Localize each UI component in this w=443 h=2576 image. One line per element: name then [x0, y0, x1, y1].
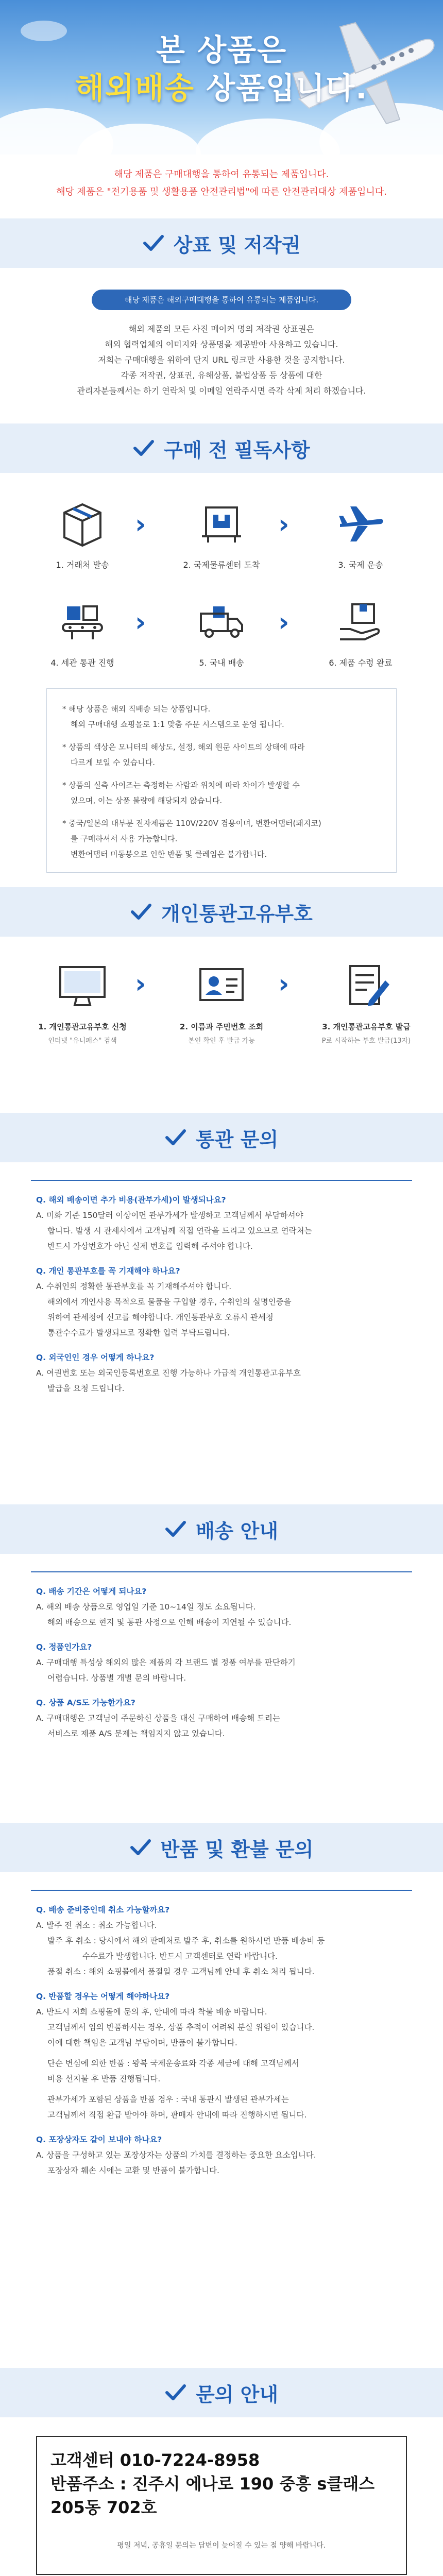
customs-faq-list	[36, 1183, 407, 1396]
faq-question: Q. 외국인인 경우 어떻게 하나요?	[36, 1353, 155, 1362]
copyright-line: 해외 제품의 모든 사진 메이커 명의 저작권 상표권은	[128, 324, 315, 334]
faq-answer: A. 해외 배송 상품으로 영업일 기준 10~14일 정도 소요됩니다. 해외 배송으로 현지 및 통관 사정으로 인해 배송이 지연될 수 있습니다.	[36, 1602, 292, 1627]
step-domestic	[170, 592, 273, 668]
check-icon	[165, 1127, 186, 1148]
section-title: 개인통관고유부호	[161, 902, 313, 925]
copyright-line: 저희는 구매대행을 위하여 단지 URL 링크만 사용한 것을 공지합니다.	[98, 355, 345, 365]
contact-box	[36, 2436, 407, 2575]
step-label: 6. 제품 수령 완료	[329, 658, 393, 668]
customs-step-title: 2. 이름과 주민번호 조회	[179, 1022, 264, 1031]
hero-title	[0, 31, 443, 107]
step-label: 3. 국제 운송	[338, 560, 383, 570]
airplane-icon	[332, 495, 389, 551]
customs-step-lookup	[160, 957, 283, 1045]
copyright-line: 관리자분들께서는 하기 연락처 및 이메일 연락주시면 즉각 삭제 처리 하겠습니다.	[77, 386, 366, 396]
faq-question: Q. 개인 통관부호를 꼭 기재해야 하나요?	[36, 1266, 180, 1276]
section-title: 배송 안내	[195, 1519, 279, 1543]
faq-question: Q. 배송 준비중인데 취소 가능할까요?	[36, 1905, 170, 1914]
chevron-right-icon: ›	[135, 607, 146, 638]
chevron-right-icon: ›	[278, 509, 289, 540]
document-pen-icon	[338, 957, 395, 1014]
faq-question: Q. 배송 기간은 어떻게 되나요?	[36, 1587, 147, 1596]
step-label: 4. 세관 통관 진행	[50, 658, 114, 668]
step-international	[309, 495, 412, 570]
copyright-pill: 해당 제품은 해외구매대행을 통하여 유통되는 제품입니다.	[92, 290, 351, 310]
divider	[31, 1890, 412, 1891]
note-item: * 중국/일본의 대부분 전자제품은 110V/220V 겸용이며, 변환어댑터(돼지코) 를 구매하셔서 사용 가능합니다. 변환어댑터 미동봉으로 인한 반품 및 클레임은 불가합니다.	[62, 819, 321, 859]
section-title: 반품 및 환불 문의	[160, 1838, 314, 1861]
step-dispatch	[31, 495, 134, 570]
faq-answer: A. 수취인의 정확한 통관부호를 꼭 기재해주셔야 합니다. 해외에서 개인사용 목적으로 물품을 구입할 경우, 수취인의 실명인증을 위하여 관세청에 신고를 해야합니다. 개인통관부호 오류시 관세청 통관수수료가 발생되므로 정확한 입력 부탁드립니다.	[36, 1282, 292, 1337]
step-label: 1. 거래처 발송	[56, 560, 109, 570]
section-return-header	[0, 1823, 443, 1872]
check-icon	[133, 437, 155, 459]
box-icon	[54, 495, 111, 551]
section-contact-header	[0, 2368, 443, 2417]
divider	[31, 1571, 412, 1572]
faq-question: Q. 반품할 경우는 어떻게 해야하나요?	[36, 1992, 170, 2001]
notice-text	[0, 164, 443, 201]
copyright-line: 해외 협력업체의 이미지와 상품명을 제공받아 사용하고 있습니다.	[105, 340, 338, 349]
chevron-right-icon: ›	[278, 607, 289, 638]
check-icon	[165, 1518, 186, 1540]
check-icon	[143, 232, 164, 254]
section-customs-code-header	[0, 887, 443, 937]
faq-question: Q. 포장상자도 같이 보내야 하나요?	[36, 2135, 162, 2144]
faq-answer: A. 반드시 저희 쇼핑몰에 문의 후, 안내에 따라 착불 배송 바랍니다. 고객님께서 임의 반품하시는 경우, 상품 추적이 어려워 분실 위험이 있습니다. 이에 대한 책임은 고객님 부담이며, 반품이 불가합니다. 단순 변심에 의한 반품 : 왕복 국제운송료와 각종 세금에 대해 고객님께서 비용 선지불 후 반품 진행됩니다. 관부가세가 포함된 상품을 반품 경우 : 국내 통관시 발생된 관부가세는 고객님께서 직접 환급 받아야 하며, 판매자 안내에 따라 진행하시면 됩니다.	[36, 2007, 315, 2120]
copyright-line: 각종 저작권, 상표권, 유해상품, 불법상품 등 상품에 대한	[121, 370, 322, 380]
notice-line1: 해당 제품은 구매대행을 통하여 유통되는 제품입니다.	[114, 169, 329, 180]
step-logistics	[170, 495, 273, 570]
contact-address-detail: 205동 702호	[50, 2498, 157, 2517]
hero-highlight: 해외배송	[75, 71, 195, 106]
step-customs	[31, 592, 134, 668]
faq-question: Q. 상품 A/S도 가능한가요?	[36, 1698, 135, 1707]
person-card-icon	[193, 957, 250, 1014]
warehouse-icon	[193, 495, 250, 551]
section-shipping-header	[0, 1504, 443, 1554]
check-icon	[165, 2382, 186, 2403]
section-title: 구매 전 필독사항	[164, 438, 310, 462]
hero-line2-rest: 상품입니다.	[194, 71, 368, 106]
section-title: 상표 및 저작권	[173, 233, 301, 257]
chevron-right-icon: ›	[278, 969, 289, 999]
faq-answer: A. 구매대행 특성상 해외의 많은 제품의 각 브랜드 별 정품 여부를 판단하기 어렵습니다. 상품별 개별 문의 바랍니다.	[36, 1658, 296, 1683]
customs-step-sub: P로 시작하는 부호 발급(13자)	[321, 1037, 411, 1045]
section-copyright-header	[0, 218, 443, 268]
faq-answer: A. 구매대행은 고객님이 주문하신 상품을 대신 구매하여 배송해 드리는 서비스로 제품 A/S 문제는 책임지지 않고 있습니다.	[36, 1714, 280, 1738]
customs-step-sub: 본인 확인 후 발급 가능	[188, 1037, 255, 1045]
customs-step-sub: 인터넷 "유니패스" 검색	[48, 1037, 117, 1045]
faq-answer: A. 상품을 구성하고 있는 포장상자는 상품의 가치를 결정하는 중요한 요소입니다. 포장상자 훼손 시에는 교환 및 반품이 불가합니다.	[36, 2150, 316, 2175]
faq-answer: A. 여권번호 또는 외국인등록번호로 진행 가능하나 가급적 개인통관고유부호 발급을 요청 드립니다.	[36, 1368, 301, 1393]
note-item: * 상품의 실측 사이즈는 측정하는 사람과 위치에 따라 차이가 발생할 수 있으며, 이는 상품 불량에 해당되지 않습니다.	[62, 781, 300, 805]
check-icon	[130, 1837, 151, 1858]
copyright-paragraph	[0, 321, 443, 399]
chevron-right-icon: ›	[135, 969, 146, 999]
check-icon	[130, 901, 152, 923]
section-title: 통관 문의	[195, 1128, 279, 1151]
note-item: * 상품의 색상은 모니터의 해상도, 설정, 해외 원문 사이트의 상태에 따라 다르게 보일 수 있습니다.	[62, 742, 305, 767]
step-label: 2. 국제물류센터 도착	[183, 560, 260, 570]
faq-question: Q. 정품인가요?	[36, 1642, 92, 1652]
hero-banner	[0, 0, 443, 155]
monitor-icon	[54, 957, 111, 1014]
customs-step-issue	[302, 957, 431, 1045]
contact-phone: 고객센터 010-7224-8958	[50, 2450, 260, 2470]
section-precautions-header	[0, 423, 443, 473]
contact-note: 평일 저녁, 공휴일 문의는 답변이 늦어질 수 있는 점 양해 바랍니다.	[117, 2541, 326, 2550]
faq-answer: A. 발주 전 취소 : 취소 가능합니다. 발주 후 취소 : 당사에서 해외 판매처로 발주 후, 취소를 원하시면 반품 배송비 등 수수료가 발생합니다. 반드시 고객센터로 연락 바랍니다. 품절 취소 : 해외 쇼핑몰에서 품절일 경우 고객님께 안내 후 취소 처리 됩니다.	[36, 1921, 325, 1976]
faq-question: Q. 해외 배송이면 추가 비용(관부가세)이 발생되나요?	[36, 1195, 226, 1205]
contact-address: 반품주소 : 진주시 에나로 190 중흥 s클래스	[50, 2474, 375, 2494]
customs-step-title: 1. 개인통관고유부호 신청	[38, 1022, 127, 1031]
section-customs-faq-header	[0, 1113, 443, 1162]
precautions-notes	[46, 688, 397, 873]
step-label: 5. 국내 배송	[199, 658, 244, 668]
section-title: 문의 안내	[195, 2383, 279, 2406]
note-item: * 해당 상품은 해외 직배송 되는 상품입니다. 해외 구매대행 쇼핑몰로 1:1 맞춤 주문 시스템으로 운영 됩니다.	[62, 704, 284, 729]
hero-line2	[0, 69, 443, 107]
hero-line1: 본 상품은	[156, 32, 287, 67]
customs-step-apply	[21, 957, 144, 1045]
customs-step-title: 3. 개인통관고유부호 발급	[322, 1022, 411, 1031]
return-faq-list	[36, 1893, 407, 2178]
conveyor-icon	[54, 592, 111, 649]
notice-line2: 해당 제품은 "전기용품 및 생활용품 안전관리법"에 따른 안전관리대상 제품입니다.	[56, 187, 387, 197]
divider	[31, 1180, 412, 1181]
truck-icon	[193, 592, 250, 649]
faq-answer: A. 미화 기준 150달러 이상이면 관부가세가 발생하고 고객님께서 부담하셔야 합니다. 발생 시 관세사에서 고객님께 직접 연락을 드리고 있으므로 연락처는 반드시 가상번호가 아닌 실제 번호를 입력해 주셔야 합니다.	[36, 1211, 312, 1251]
package-hand-icon	[332, 592, 389, 649]
chevron-right-icon: ›	[135, 509, 146, 540]
step-received	[309, 592, 412, 668]
shipping-faq-list	[36, 1574, 407, 1741]
